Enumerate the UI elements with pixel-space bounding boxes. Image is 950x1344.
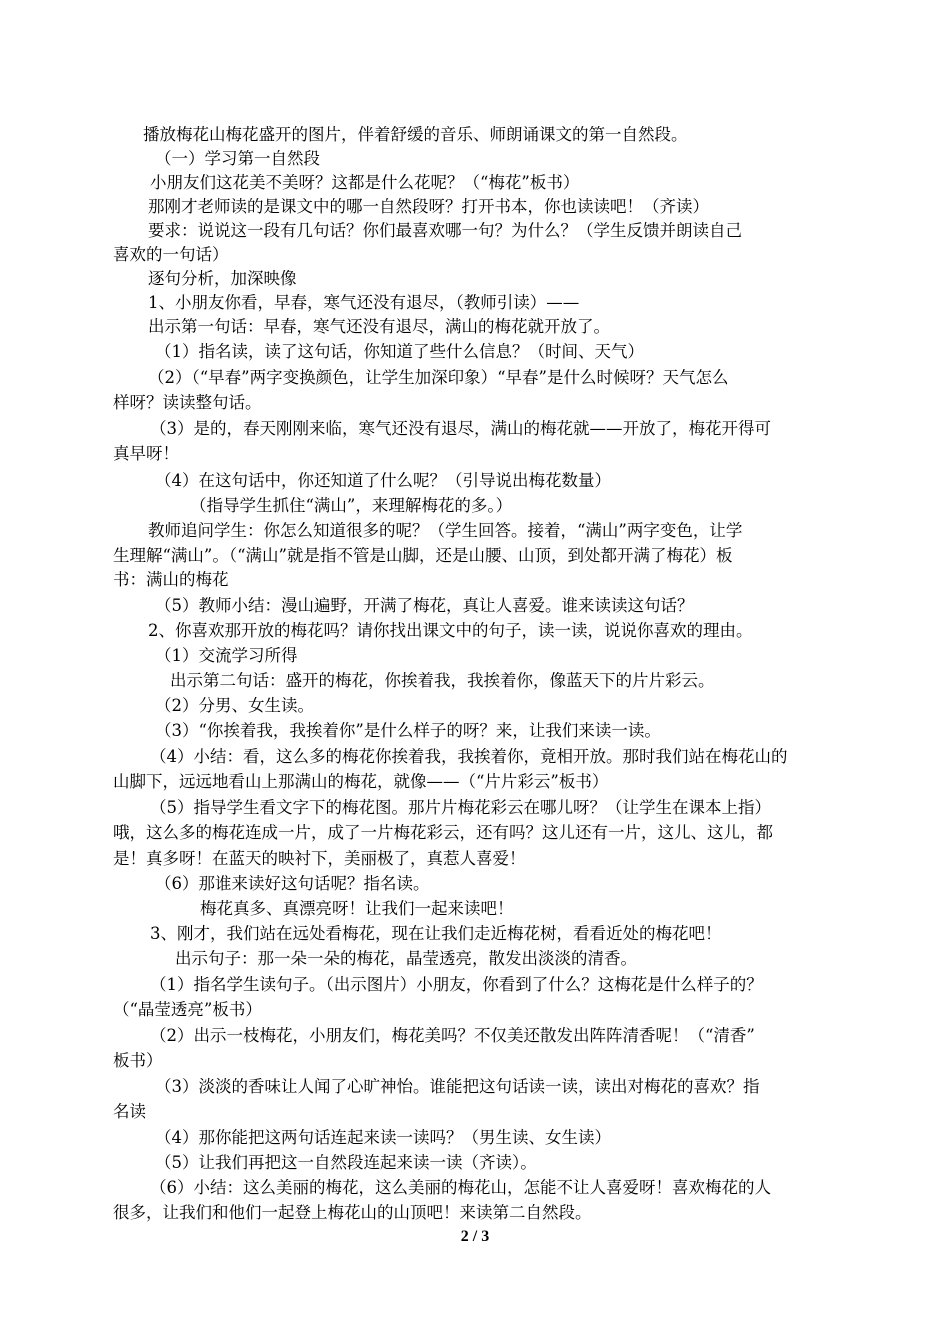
text-line: 山脚下，远远地看山上那满山的梅花，就像——（“片片彩云”板书） [113,772,609,791]
text-line: 梅花真多、真漂亮呀！让我们一起来读吧！ [200,899,514,918]
text-line: （1）交流学习所得 [155,646,298,665]
text-line: （“晶莹透亮”板书） [113,1000,262,1019]
text-line: 哦，这么多的梅花连成一片，成了一片梅花彩云，还有吗？这儿还有一片，这儿、这儿，都 [113,823,773,842]
text-line: 播放梅花山梅花盛开的图片，伴着舒缓的音乐、师朗诵课文的第一自然段。 [143,125,688,144]
text-line: 出示第一句话：早春，寒气还没有退尽，满山的梅花就开放了。 [148,317,610,336]
text-line: （2）分男、女生读。 [155,696,314,715]
text-line: （2）出示一枝梅花，小朋友们，梅花美吗？不仅美还散发出阵阵清香呢！（“清香” [150,1026,755,1045]
text-line: （2）（“早春”两字变换颜色，让学生加深印象）“早春”是什么时候呀？天气怎么 [148,368,729,387]
text-line: （3）是的，春天刚刚来临，寒气还没有退尽，满山的梅花就——开放了，梅花开得可 [150,419,771,438]
text-line: （1）指名学生读句子。（出示图片）小朋友，你看到了什么？这梅花是什么样子的？ [150,975,763,994]
text-line: 那刚才老师读的是课文中的哪一自然段呀？打开书本，你也读读吧！（齐读） [148,197,709,216]
text-line: （指导学生抓住“满山”，来理解梅花的多。） [190,496,513,515]
text-line: 出示句子：那一朵一朵的梅花，晶莹透亮，散发出淡淡的清香。 [175,949,637,968]
text-line: 出示第二句话：盛开的梅花，你挨着我，我挨着你，像蓝天下的片片彩云。 [170,671,715,690]
text-line: （4）在这句话中，你还知道了什么呢？（引导说出梅花数量） [155,471,611,490]
text-line: （5）让我们再把这一自然段连起来读一读（齐读）。 [155,1153,537,1172]
text-line: 喜欢的一句话） [113,245,229,264]
text-line: （5）教师小结：漫山遍野，开满了梅花，真让人喜爱。谁来读读这句话？ [155,596,694,615]
text-line: 2、你喜欢那开放的梅花吗？请你找出课文中的句子，读一读，说说你喜欢的理由。 [148,621,753,640]
text-line: 名读 [113,1102,146,1121]
text-line: 小朋友们这花美不美呀？这都是什么花呢？（“梅花”板书） [150,173,580,192]
text-line: 1、小朋友你看，早春，寒气还没有退尽，（教师引读）—— [148,293,580,312]
text-line: 书：满山的梅花 [113,570,229,589]
text-line: 板书） [113,1051,163,1070]
text-line: （3）淡淡的香味让人闻了心旷神怡。谁能把这句话读一读，读出对梅花的喜欢？指 [155,1077,760,1096]
text-line: （4）那你能把这两句话连起来读一读吗？（男生读、女生读） [155,1128,611,1147]
section-heading: （一）学习第一自然段 [155,149,320,168]
text-line: 真早呀！ [113,444,179,463]
text-line: （3）“你挨着我，我挨着你”是什么样子的呀？来，让我们来读一读。 [155,721,661,740]
page-number: 2 / 3 [460,1228,490,1245]
text-line: 3、刚才，我们站在远处看梅花，现在让我们走近梅花树，看看近处的梅花吧！ [150,924,722,943]
text-line: 逐句分析，加深映像 [148,269,297,288]
text-line: （1）指名读，读了这句话，你知道了些什么信息？（时间、天气） [155,342,644,361]
text-line: 教师追问学生：你怎么知道很多的呢？（学生回答。接着，“满山”两字变色，让学 [148,521,743,540]
text-line: （6）那谁来读好这句话呢？指名读。 [155,874,430,893]
text-line: 样呀？读读整句话。 [113,393,262,412]
text-line: （6）小结：这么美丽的梅花，这么美丽的梅花山，怎能不让人喜爱呀！喜欢梅花的人 [150,1178,771,1197]
text-line: 要求：说说这一段有几句话？你们最喜欢哪一句？为什么？（学生反馈并朗读自己 [148,221,742,240]
text-line: （4）小结：看，这么多的梅花你挨着我，我挨着你，竟相开放。那时我们站在梅花山的 [150,747,788,766]
text-line: 很多，让我们和他们一起登上梅花山的山顶吧！来读第二自然段。 [113,1203,592,1222]
text-line: （5）指导学生看文字下的梅花图。那片片梅花彩云在哪儿呀？（让学生在课本上指） [150,798,771,817]
text-line: 生理解“满山”。（“满山”就是指不管是山脚，还是山腰、山顶，到处都开满了梅花）板 [113,546,733,565]
text-line: 是！真多呀！在蓝天的映衬下，美丽极了，真惹人喜爱！ [113,849,526,868]
